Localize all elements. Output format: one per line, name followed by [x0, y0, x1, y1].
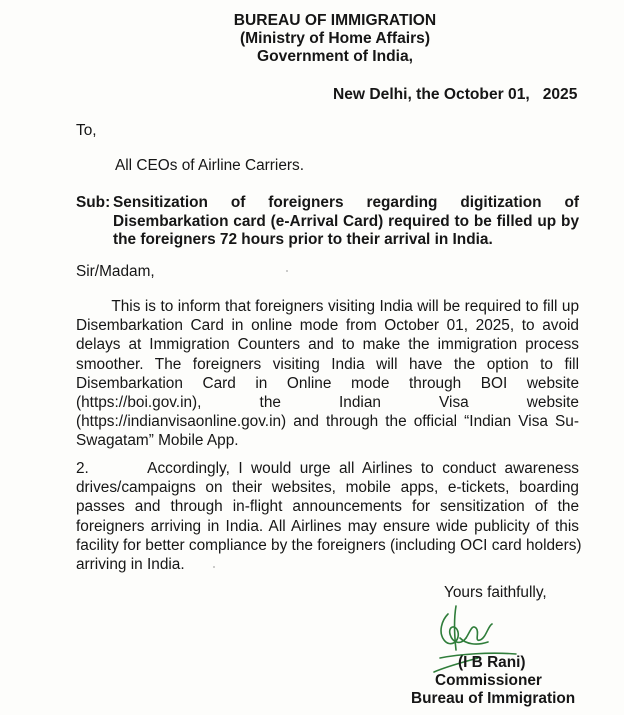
- letterhead-org: BUREAU OF IMMIGRATION: [233, 12, 437, 29]
- closing: Yours faithfully,: [444, 584, 547, 601]
- paragraph-line: delays at Immigration Counters and to make the immigration process: [76, 336, 579, 354]
- to-label: To,: [76, 122, 97, 139]
- subject-line: Sensitization of foreigners regarding digitization of: [113, 194, 579, 211]
- signatory-organization: Bureau of Immigration: [411, 690, 576, 707]
- paragraph-line: foreigners arriving in India. All Airlines may ensure wide publicity of this: [76, 517, 579, 535]
- paragraph-2: [76, 459, 582, 574]
- paragraph-line: This is to inform that foreigners visiting India will be required to fill up: [76, 298, 579, 315]
- subject-line: Disembarkation card (e-Arrival Card) required to be filled up by: [113, 212, 579, 230]
- subject-text: [113, 194, 579, 250]
- subject-label: Sub:: [76, 194, 111, 211]
- signatory-title: Commissioner: [435, 672, 542, 689]
- subject-line: the foreigners 72 hours prior to their arrival in India.: [113, 231, 493, 248]
- paragraph-line: facility for better compliance by the foreigners (including OCI card holders): [76, 536, 582, 554]
- place-date: New Delhi, the October 01, 2025: [333, 86, 578, 103]
- paragraph-line: (https://indianvisaonline.gov.in) and through the official “Indian Visa Su-: [76, 413, 579, 431]
- paragraph-1: [76, 297, 579, 451]
- paragraph-line: Disembarkation Card in Online mode through BOI website: [76, 374, 579, 392]
- signatory-name: (I B Rani): [458, 654, 526, 671]
- salutation: Sir/Madam,: [76, 263, 155, 280]
- letterhead: [200, 12, 470, 66]
- paragraph-line: drives/campaigns on their websites, mobile apps, e-tickets, boarding: [76, 479, 579, 497]
- paragraph-line: 2. Accordingly, I would urge all Airlines to conduct awareness: [76, 460, 579, 477]
- letterhead-government: Government of India,: [257, 48, 413, 65]
- paragraph-line: arriving in India.: [76, 555, 185, 573]
- paragraph-line: passes and through in-flight announcements for sensitization of the: [76, 498, 579, 516]
- scan-speck: [213, 566, 215, 568]
- paragraph-line: Swagatam” Mobile App.: [76, 432, 239, 450]
- letterhead-ministry: (Ministry of Home Affairs): [239, 30, 431, 47]
- scan-speck: [286, 270, 288, 272]
- addressee: All CEOs of Airline Carriers.: [115, 157, 305, 174]
- paragraph-line: (https://boi.gov.in), the Indian Visa website: [76, 393, 579, 411]
- paragraph-line: Disembarkation Card in online mode from October 01, 2025, to avoid: [76, 317, 579, 335]
- paragraph-line: smoother. The foreigners visiting India will have the option to fill: [76, 355, 579, 373]
